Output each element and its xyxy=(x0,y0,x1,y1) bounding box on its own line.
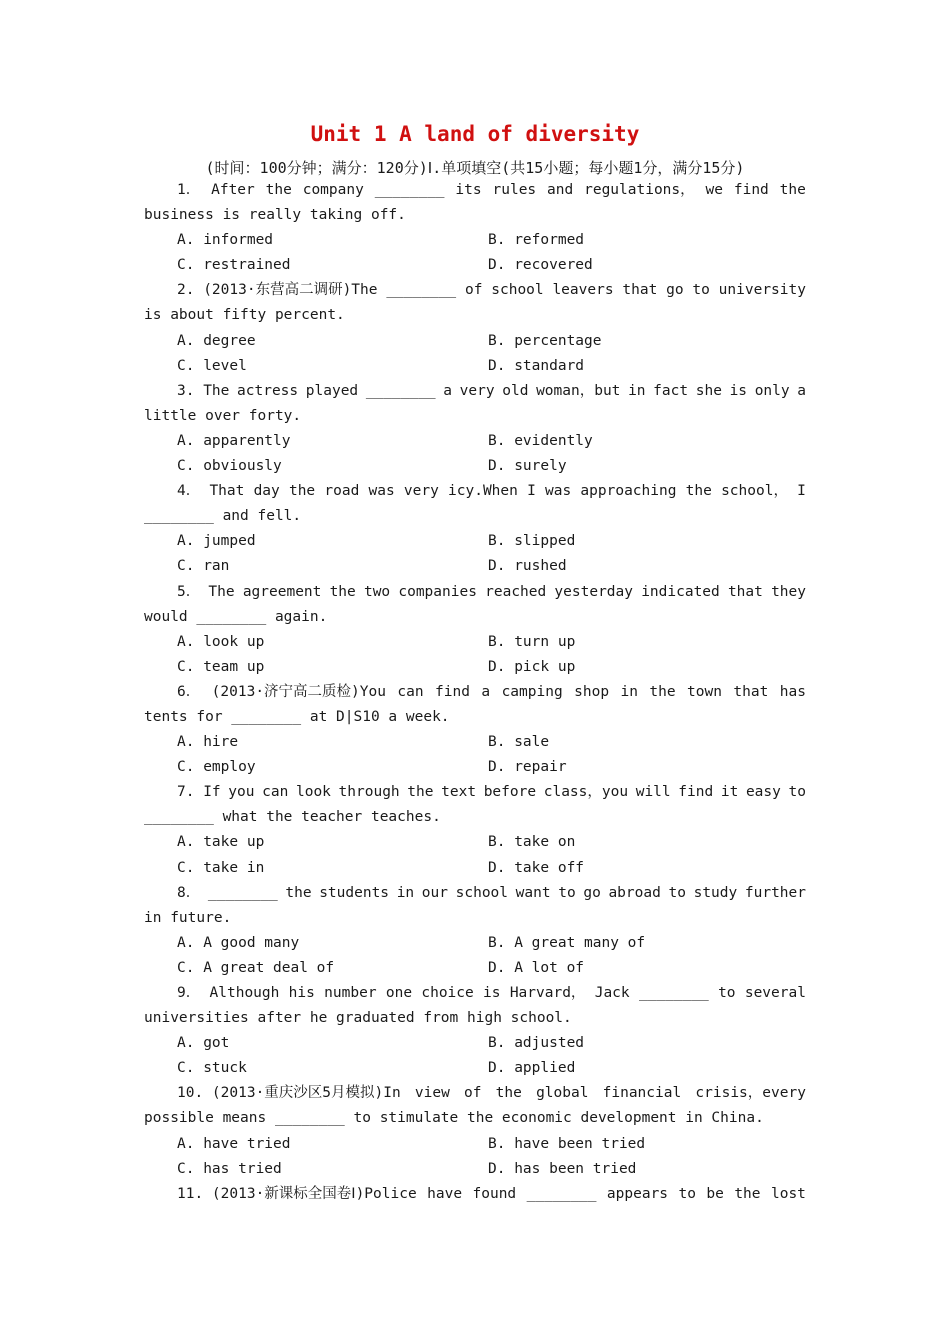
stem-word: I xyxy=(797,483,806,500)
stem-word: only xyxy=(754,382,790,399)
stem-word: a xyxy=(443,382,453,399)
stem-word: 10. (2013·重庆沙区5月模拟)In xyxy=(177,1085,401,1102)
stem-word: be xyxy=(706,1185,724,1202)
stem-word: town xyxy=(687,683,722,700)
stem-word: that xyxy=(622,282,658,299)
stem-word: Jack xyxy=(594,985,630,1001)
stem-word: I xyxy=(527,483,536,500)
stem-word: school， xyxy=(721,483,788,500)
stem-word: the xyxy=(407,784,434,801)
answer-option: C. obviously xyxy=(177,458,282,475)
stem-word: Harvard， xyxy=(509,985,586,1001)
stem-word: that xyxy=(733,683,769,700)
stem-word: 8． xyxy=(177,884,201,901)
stem-word: through xyxy=(338,784,400,801)
stem-word: ________ xyxy=(365,382,436,399)
answer-option: D. A lot of xyxy=(488,959,585,976)
stem-word: road xyxy=(324,483,360,500)
stem-word: appears xyxy=(606,1185,669,1202)
question-item xyxy=(144,1182,806,1207)
answer-option: D. repair xyxy=(488,759,567,776)
stem-word: to xyxy=(558,884,576,901)
answer-option: B. A great many of xyxy=(488,934,646,951)
answer-option: C. has tried xyxy=(177,1160,282,1177)
stem-word: it xyxy=(720,784,739,801)
stem-word: in xyxy=(620,683,638,700)
answer-option: A. degree xyxy=(177,332,256,349)
stem-word: was xyxy=(545,483,572,500)
stem-word: go xyxy=(666,282,684,299)
stem-word: rules xyxy=(492,182,537,198)
stem-word: yesterday xyxy=(554,583,633,600)
answer-option: D. applied xyxy=(488,1060,576,1077)
answer-option: D. take off xyxy=(488,859,585,876)
answer-option: A. apparently xyxy=(177,432,291,449)
question-stem-line xyxy=(144,178,806,203)
stem-word: shop xyxy=(574,683,610,700)
page-title: Unit 1 A land of diversity xyxy=(310,122,640,146)
stem-word: camping xyxy=(501,683,563,700)
stem-word: the xyxy=(685,483,712,500)
option-row xyxy=(144,554,806,579)
stem-word: to xyxy=(788,784,806,801)
answer-option: B. turn up xyxy=(488,633,576,650)
answer-option: D. pick up xyxy=(488,658,576,675)
stem-word: 4． xyxy=(177,483,201,500)
stem-word: to xyxy=(718,985,736,1001)
stem-word: financial xyxy=(602,1085,682,1102)
stem-word: choice xyxy=(421,985,474,1001)
stem-word: lost xyxy=(770,1185,806,1202)
answer-option: B. slipped xyxy=(488,533,576,550)
stem-word: the xyxy=(495,1085,522,1102)
answer-option: A. got xyxy=(177,1035,230,1052)
stem-word: number xyxy=(324,985,377,1001)
stem-word: old xyxy=(502,382,529,399)
question-item xyxy=(144,479,806,579)
stem-word: that xyxy=(727,583,763,600)
question-stem-continuation: in future. xyxy=(144,909,232,926)
stem-word: played xyxy=(305,382,359,399)
stem-word: have xyxy=(427,1185,463,1202)
stem-word: the xyxy=(779,182,806,198)
question-stem-line xyxy=(144,1081,806,1106)
question-stem-line xyxy=(144,680,806,705)
question-stem-continuation: is about fifty percent. xyxy=(144,307,345,324)
stem-word: view xyxy=(414,1085,450,1102)
answer-option: D. recovered xyxy=(488,257,593,274)
answer-option: C. employ xyxy=(177,759,256,776)
question-stem-continuation: tents for ________ at D|S10 a week. xyxy=(144,708,450,725)
stem-word: several xyxy=(744,985,806,1001)
stem-word: school xyxy=(491,282,544,299)
stem-word: look xyxy=(295,784,331,801)
stem-word: reached xyxy=(485,583,547,600)
option-row xyxy=(144,655,806,680)
question-stem-continuation: possible means ________ to stimulate the economic development in China. xyxy=(144,1110,764,1127)
option-row xyxy=(144,1157,806,1182)
stem-word: (2013·济宁高二质检)You xyxy=(211,683,386,700)
stem-word: to xyxy=(692,282,710,299)
stem-word: companies xyxy=(398,583,477,600)
option-row xyxy=(144,630,806,655)
stem-word: university xyxy=(718,282,806,299)
question-stem-continuation: universities after he graduated from high school. xyxy=(144,1010,572,1027)
question-stem-line xyxy=(144,479,806,504)
answer-option: C. team up xyxy=(177,658,265,675)
stem-word: agreement xyxy=(242,583,322,600)
stem-word: company xyxy=(302,182,364,198)
stem-word: regulations， xyxy=(584,182,695,198)
stem-word: the xyxy=(329,583,356,600)
stem-word: a xyxy=(481,683,491,700)
stem-word: want xyxy=(515,884,551,901)
answer-option: A. A good many xyxy=(177,934,300,951)
stem-word: was xyxy=(368,483,395,500)
question-stem-continuation: little over forty. xyxy=(144,407,302,424)
stem-word: After xyxy=(211,182,255,198)
stem-word: global xyxy=(536,1085,589,1102)
stem-word: Although xyxy=(209,985,280,1001)
answer-option: B. evidently xyxy=(488,432,593,449)
option-row xyxy=(144,354,806,379)
question-item xyxy=(144,379,806,479)
question-stem-line xyxy=(144,981,806,1006)
question-stem-line xyxy=(144,580,806,605)
stem-word: the xyxy=(265,182,292,198)
stem-word: to xyxy=(678,1185,696,1202)
option-row xyxy=(144,830,806,855)
stem-word: she xyxy=(695,382,722,399)
stem-word: very xyxy=(459,382,495,399)
answer-option: C. stuck xyxy=(177,1060,247,1077)
answer-option: B. reformed xyxy=(488,232,585,249)
question-stem-continuation: ________ and fell. xyxy=(144,508,302,525)
answer-option: A. hire xyxy=(177,734,239,751)
question-item xyxy=(144,680,806,780)
answer-option: D. standard xyxy=(488,357,585,374)
stem-word: class，you xyxy=(543,784,629,801)
question-stem-continuation: ________ what the teacher teaches. xyxy=(144,809,441,826)
stem-word: is xyxy=(729,382,748,399)
answer-option: A. informed xyxy=(177,232,274,249)
answer-option: B. adjusted xyxy=(488,1035,585,1052)
option-row xyxy=(144,253,806,278)
stem-word: very xyxy=(403,483,439,500)
stem-word: ________ xyxy=(207,884,278,901)
answer-option: C. A great deal of xyxy=(177,959,335,976)
stem-word: icy.When xyxy=(448,483,518,500)
answer-option: B. percentage xyxy=(488,332,602,349)
stem-word: will xyxy=(635,784,671,801)
stem-word: approaching xyxy=(580,483,677,500)
stem-word: the xyxy=(649,683,676,700)
answer-option: B. sale xyxy=(488,734,550,751)
option-row xyxy=(144,755,806,780)
question-stem-line xyxy=(144,278,806,303)
option-row xyxy=(144,1056,806,1081)
stem-word: ________ xyxy=(526,1185,597,1202)
stem-word: one xyxy=(385,985,413,1001)
answer-option: D. has been tried xyxy=(488,1160,637,1177)
stem-word: to xyxy=(668,884,686,901)
stem-word: found xyxy=(472,1185,517,1202)
answer-option: C. restrained xyxy=(177,257,291,274)
stem-word: find xyxy=(678,784,714,801)
stem-word: leavers xyxy=(552,282,614,299)
question-item xyxy=(144,981,806,1081)
stem-word: the xyxy=(288,483,316,500)
question-item xyxy=(144,780,806,880)
answer-option: A. take up xyxy=(177,834,265,851)
stem-word: two xyxy=(363,583,391,600)
stem-word: 6． xyxy=(177,683,201,700)
option-row xyxy=(144,454,806,479)
stem-word: 5． xyxy=(177,583,201,600)
stem-word: has xyxy=(779,683,806,700)
stem-word: they xyxy=(771,583,806,600)
stem-word: can xyxy=(397,683,424,700)
stem-word: actress xyxy=(237,382,299,399)
question-stem-line xyxy=(144,780,806,805)
question-item xyxy=(144,1081,806,1181)
question-item xyxy=(144,178,806,278)
stem-word: you xyxy=(228,784,255,801)
question-stem-continuation: business is really taking off. xyxy=(144,207,406,224)
question-stem-continuation: would ________ again. xyxy=(144,608,328,625)
stem-word: woman，but xyxy=(536,382,621,399)
stem-word: The xyxy=(208,583,235,600)
option-row xyxy=(144,529,806,554)
stem-word: That xyxy=(209,483,245,500)
answer-option: C. level xyxy=(177,357,247,374)
answer-option: C. take in xyxy=(177,859,265,876)
option-row xyxy=(144,429,806,454)
stem-word: 9． xyxy=(177,985,201,1001)
stem-word: his xyxy=(288,985,315,1001)
option-row xyxy=(144,228,806,253)
answer-option: D. rushed xyxy=(488,558,567,575)
stem-word: indicated xyxy=(641,583,720,600)
stem-word: a xyxy=(797,382,806,399)
answer-option: A. have tried xyxy=(177,1135,291,1152)
stem-word: is xyxy=(483,985,501,1001)
stem-word: can xyxy=(262,784,289,801)
stem-word: find xyxy=(733,182,769,198)
stem-word: go xyxy=(583,884,601,901)
question-list xyxy=(144,178,806,1207)
stem-word: our xyxy=(421,884,448,901)
answer-option: B. have been tried xyxy=(488,1135,646,1152)
answer-option: A. jumped xyxy=(177,533,256,550)
question-stem-line xyxy=(144,1182,806,1207)
question-item xyxy=(144,580,806,680)
stem-word: study xyxy=(693,884,738,901)
stem-word: text xyxy=(441,784,477,801)
stem-word: crisis，every xyxy=(695,1085,806,1102)
question-item xyxy=(144,278,806,378)
option-row xyxy=(144,730,806,755)
stem-word: students xyxy=(319,884,390,901)
option-row xyxy=(144,1031,806,1056)
answer-option: A. look up xyxy=(177,633,265,650)
option-row xyxy=(144,956,806,981)
stem-word: of xyxy=(464,1085,482,1102)
stem-word: 2. (2013·东营高二调研)The xyxy=(177,282,378,299)
stem-word: before xyxy=(483,784,537,801)
stem-word: its xyxy=(455,182,482,198)
stem-word: day xyxy=(253,483,280,500)
answer-option: C. ran xyxy=(177,558,230,575)
exam-info: (时间：100分钟；满分：120分)Ⅰ.单项填空(共15小题；每小题1分，满分15分) xyxy=(205,159,745,177)
option-row xyxy=(144,329,806,354)
stem-word: in xyxy=(396,884,415,901)
option-row xyxy=(144,1132,806,1157)
stem-word: the xyxy=(285,884,312,901)
stem-word: ________ xyxy=(374,182,445,198)
stem-word: we xyxy=(705,182,723,198)
question-item xyxy=(144,881,806,981)
stem-word: of xyxy=(464,282,483,299)
stem-word: 1． xyxy=(177,182,201,198)
stem-word: 7. If xyxy=(177,784,221,801)
question-stem-line xyxy=(144,881,806,906)
answer-option: D. surely xyxy=(488,458,567,475)
stem-word: in xyxy=(628,382,646,399)
stem-word: abroad xyxy=(608,884,661,901)
option-row xyxy=(144,931,806,956)
stem-word: fact xyxy=(653,382,689,399)
stem-word: further xyxy=(744,884,806,901)
stem-word: find xyxy=(435,683,470,700)
stem-word: and xyxy=(547,182,574,198)
stem-word: ________ xyxy=(386,282,457,299)
stem-word: 3. The xyxy=(177,382,230,399)
question-stem-line xyxy=(144,379,806,404)
stem-word: easy xyxy=(745,784,781,801)
option-row xyxy=(144,856,806,881)
stem-word: 11. (2013·新课标全国卷Ⅰ)Police xyxy=(177,1185,417,1202)
stem-word: school xyxy=(455,884,509,901)
stem-word: the xyxy=(734,1185,761,1202)
answer-option: B. take on xyxy=(488,834,576,851)
stem-word: ________ xyxy=(638,985,709,1001)
